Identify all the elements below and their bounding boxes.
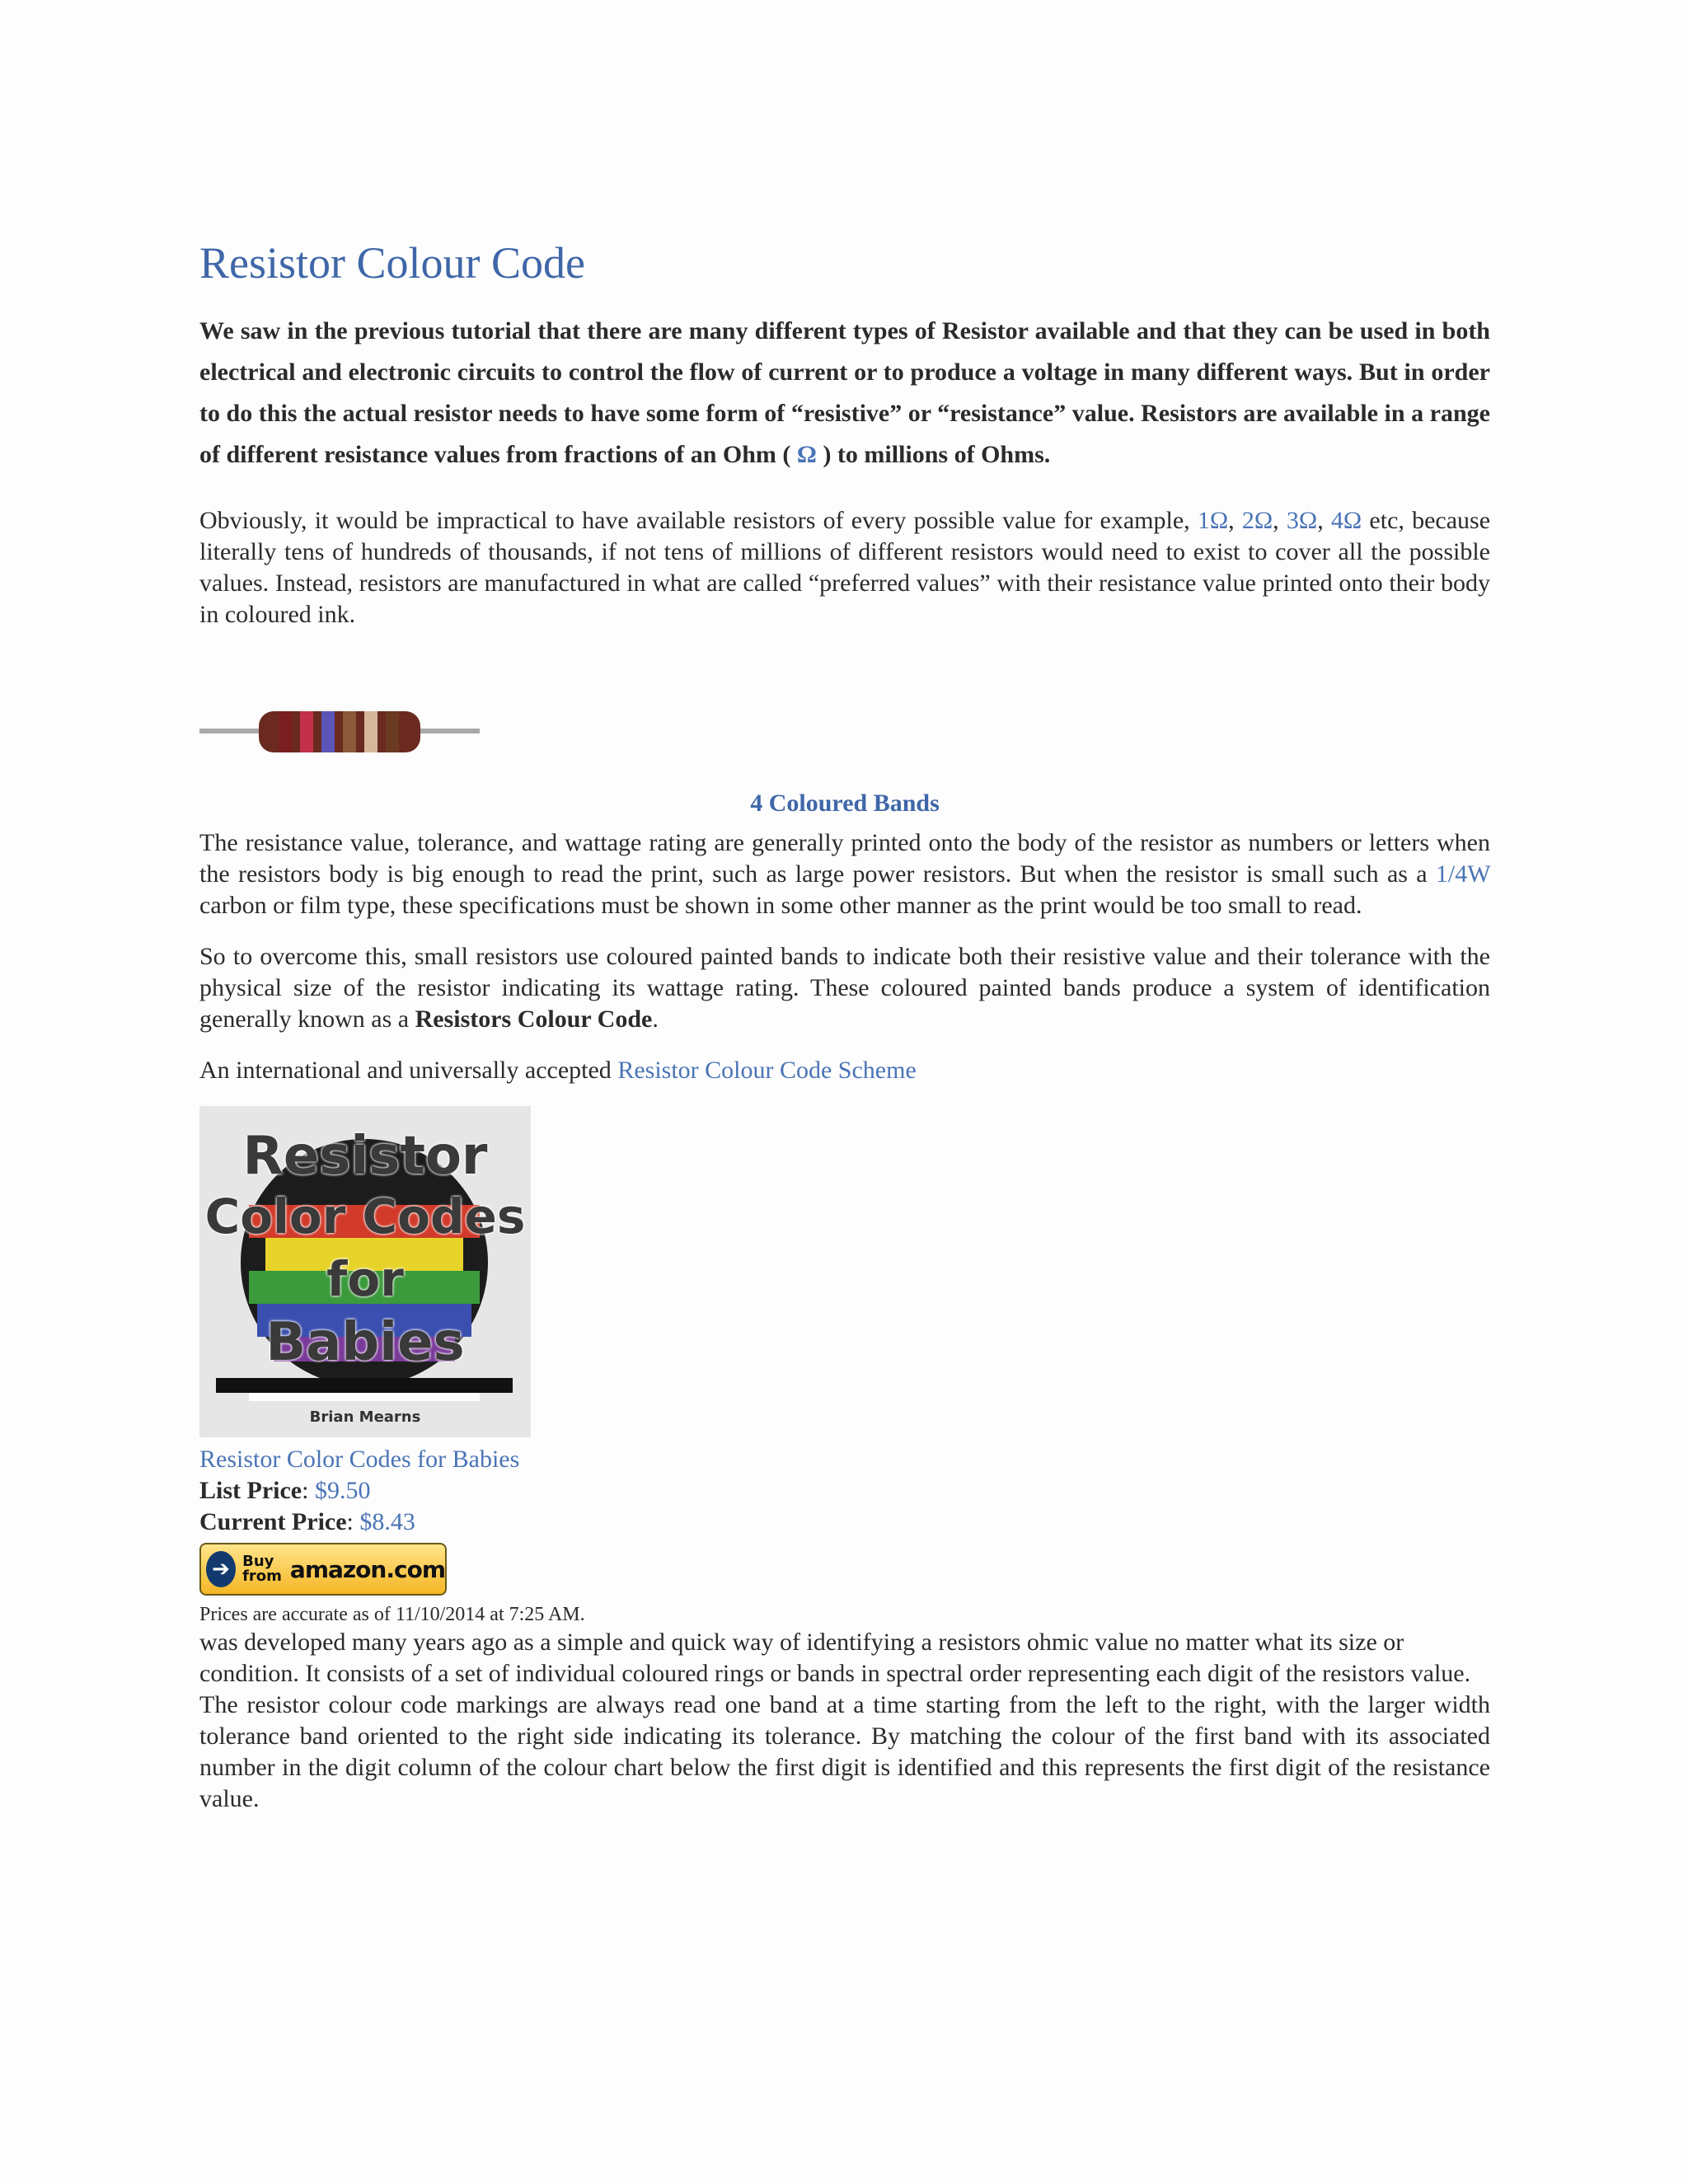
- intro-paragraph: [199, 311, 1490, 476]
- book-author: Brian Mearns: [309, 1408, 421, 1427]
- price-note: Prices are accurate as of 11/10/2014 at 7:25 AM.: [199, 1604, 585, 1626]
- resistor-image: [199, 700, 480, 766]
- resistors-colour-code-bold: Resistors Colour Code: [415, 1005, 653, 1033]
- paragraph-preferred-values: Obviously, it would be impractical to have available resistors of every possible value for example, 1Ω, 2Ω, 3Ω, 4Ω etc, because literally tens of hundreds of thousands, if not tens of millions of different resistors would need to exist to cover all the possible values. Instead, resistors are manufactured in what are called “preferred values” with their resistance value printed onto their body in coloured ink.: [199, 507, 1491, 629]
- intro-text-end: ) to millions of Ohms.: [823, 441, 1051, 469]
- buy-from-amazon-button[interactable]: [199, 1543, 447, 1596]
- para2-text: The resistance value, tolerance, and wattage rating are generally printed onto the body of the resistor as numbers or letters when the resistors body is big enough to read the print, such as large power resistors. But when the resistor is small such as a: [199, 829, 1490, 888]
- list-price-label: List Price: [199, 1477, 302, 1505]
- value-link-4[interactable]: 4Ω: [1330, 507, 1362, 535]
- ohm-symbol-link[interactable]: Ω: [796, 441, 817, 469]
- book-cover-title-1: Resistor: [242, 1126, 488, 1188]
- list-price-value[interactable]: $9.50: [314, 1477, 371, 1505]
- para4-text: An international and universally accepted: [199, 1057, 612, 1085]
- paragraph-colour-bands: [199, 941, 1490, 1035]
- intro-text: We saw in the previous tutorial that there are many different types of Resistor available and that they can be used in both electrical and electronic circuits to control the flow of current or to produce a voltage in many different ways. But in order to do this the actual resistor needs to have some form of “resistive” or “resistance” value. Resistors are available in a range of different resistance values from fractions of an Ohm (: [199, 317, 1490, 469]
- buy-from-label: Buy from: [242, 1553, 282, 1586]
- quarter-watt-link[interactable]: 1/4W: [1435, 860, 1491, 888]
- resistor-band-3: [321, 711, 335, 752]
- colour-code-scheme-link[interactable]: Resistor Colour Code Scheme: [617, 1057, 917, 1085]
- value-link-2[interactable]: 2Ω: [1241, 507, 1273, 535]
- para3-text: So to overcome this, small resistors use coloured painted bands to indicate both their resistive value and their tolerance with the physical size of the resistor indicating its wattage rating. These coloured painted bands produce a system of identification generally known as a: [199, 943, 1490, 1033]
- paragraph-reading-order: The resistor colour code markings are always read one band at a time starting from the left to the right, with the larger width tolerance band oriented to the right side indicating its tolerance. By matching the colour of the first band with its associated number in the digit column of the colour chart below the first digit is identified and this represents the first digit of the resistance value.: [199, 1691, 1490, 1813]
- current-price-label: Current Price: [199, 1508, 347, 1536]
- article: [199, 239, 1490, 1815]
- paragraph-developed: was developed many years ago as a simple and quick way of identifying a resistors ohmic value no matter what its size or condition. It consists of a set of individual coloured rings or bands in spectral order representing each digit of the resistors value.: [199, 1629, 1471, 1688]
- para3-text-end: .: [652, 1005, 659, 1033]
- book-title-link[interactable]: Resistor Color Codes for Babies: [199, 1446, 520, 1474]
- para1-text-end: etc, because literally tens of hundreds of thousands, if not tens of millions of different resistors would need to exist to cover all the possible values. Instead, resistors are manufactured in what are called “preferred values” with their resistance value printed onto their body in coloured ink.: [199, 507, 1491, 629]
- current-price-line: Current Price: $8.43: [199, 1508, 415, 1536]
- para1-text: Obviously, it would be impractical to have available resistors of every possible value for example,: [199, 507, 1190, 535]
- page-title: Resistor Colour Code: [199, 238, 585, 288]
- resistor-band-2: [300, 711, 313, 752]
- arrow-icon: ➔: [206, 1551, 236, 1587]
- book-title-line: [199, 1444, 1490, 1475]
- book-cover-title-2: Color Codes: [204, 1188, 526, 1245]
- book-cover-title-4: Babies: [265, 1312, 465, 1374]
- amazon-logo: amazon.com: [289, 1555, 445, 1583]
- book-cover-title-3: for: [326, 1251, 404, 1308]
- paragraph-scheme: [199, 1055, 1490, 1086]
- list-price-line: List Price: $9.50: [199, 1477, 371, 1505]
- current-price-value[interactable]: $8.43: [359, 1508, 415, 1536]
- para2-text-end: carbon or film type, these specifications must be shown in some other manner as the print would be too small to read.: [199, 892, 1362, 920]
- resistor-band-1: [279, 711, 292, 752]
- resistor-band-4: [343, 711, 356, 752]
- resistor-band-5: [364, 711, 377, 752]
- book-cover-image[interactable]: [199, 1106, 531, 1437]
- paragraph-printed-values: [199, 827, 1490, 921]
- value-link-1[interactable]: 1Ω: [1197, 507, 1229, 535]
- value-link-3[interactable]: 3Ω: [1286, 507, 1318, 535]
- resistor-band-6: [386, 711, 399, 752]
- figure-caption: 4 Coloured Bands: [750, 790, 940, 818]
